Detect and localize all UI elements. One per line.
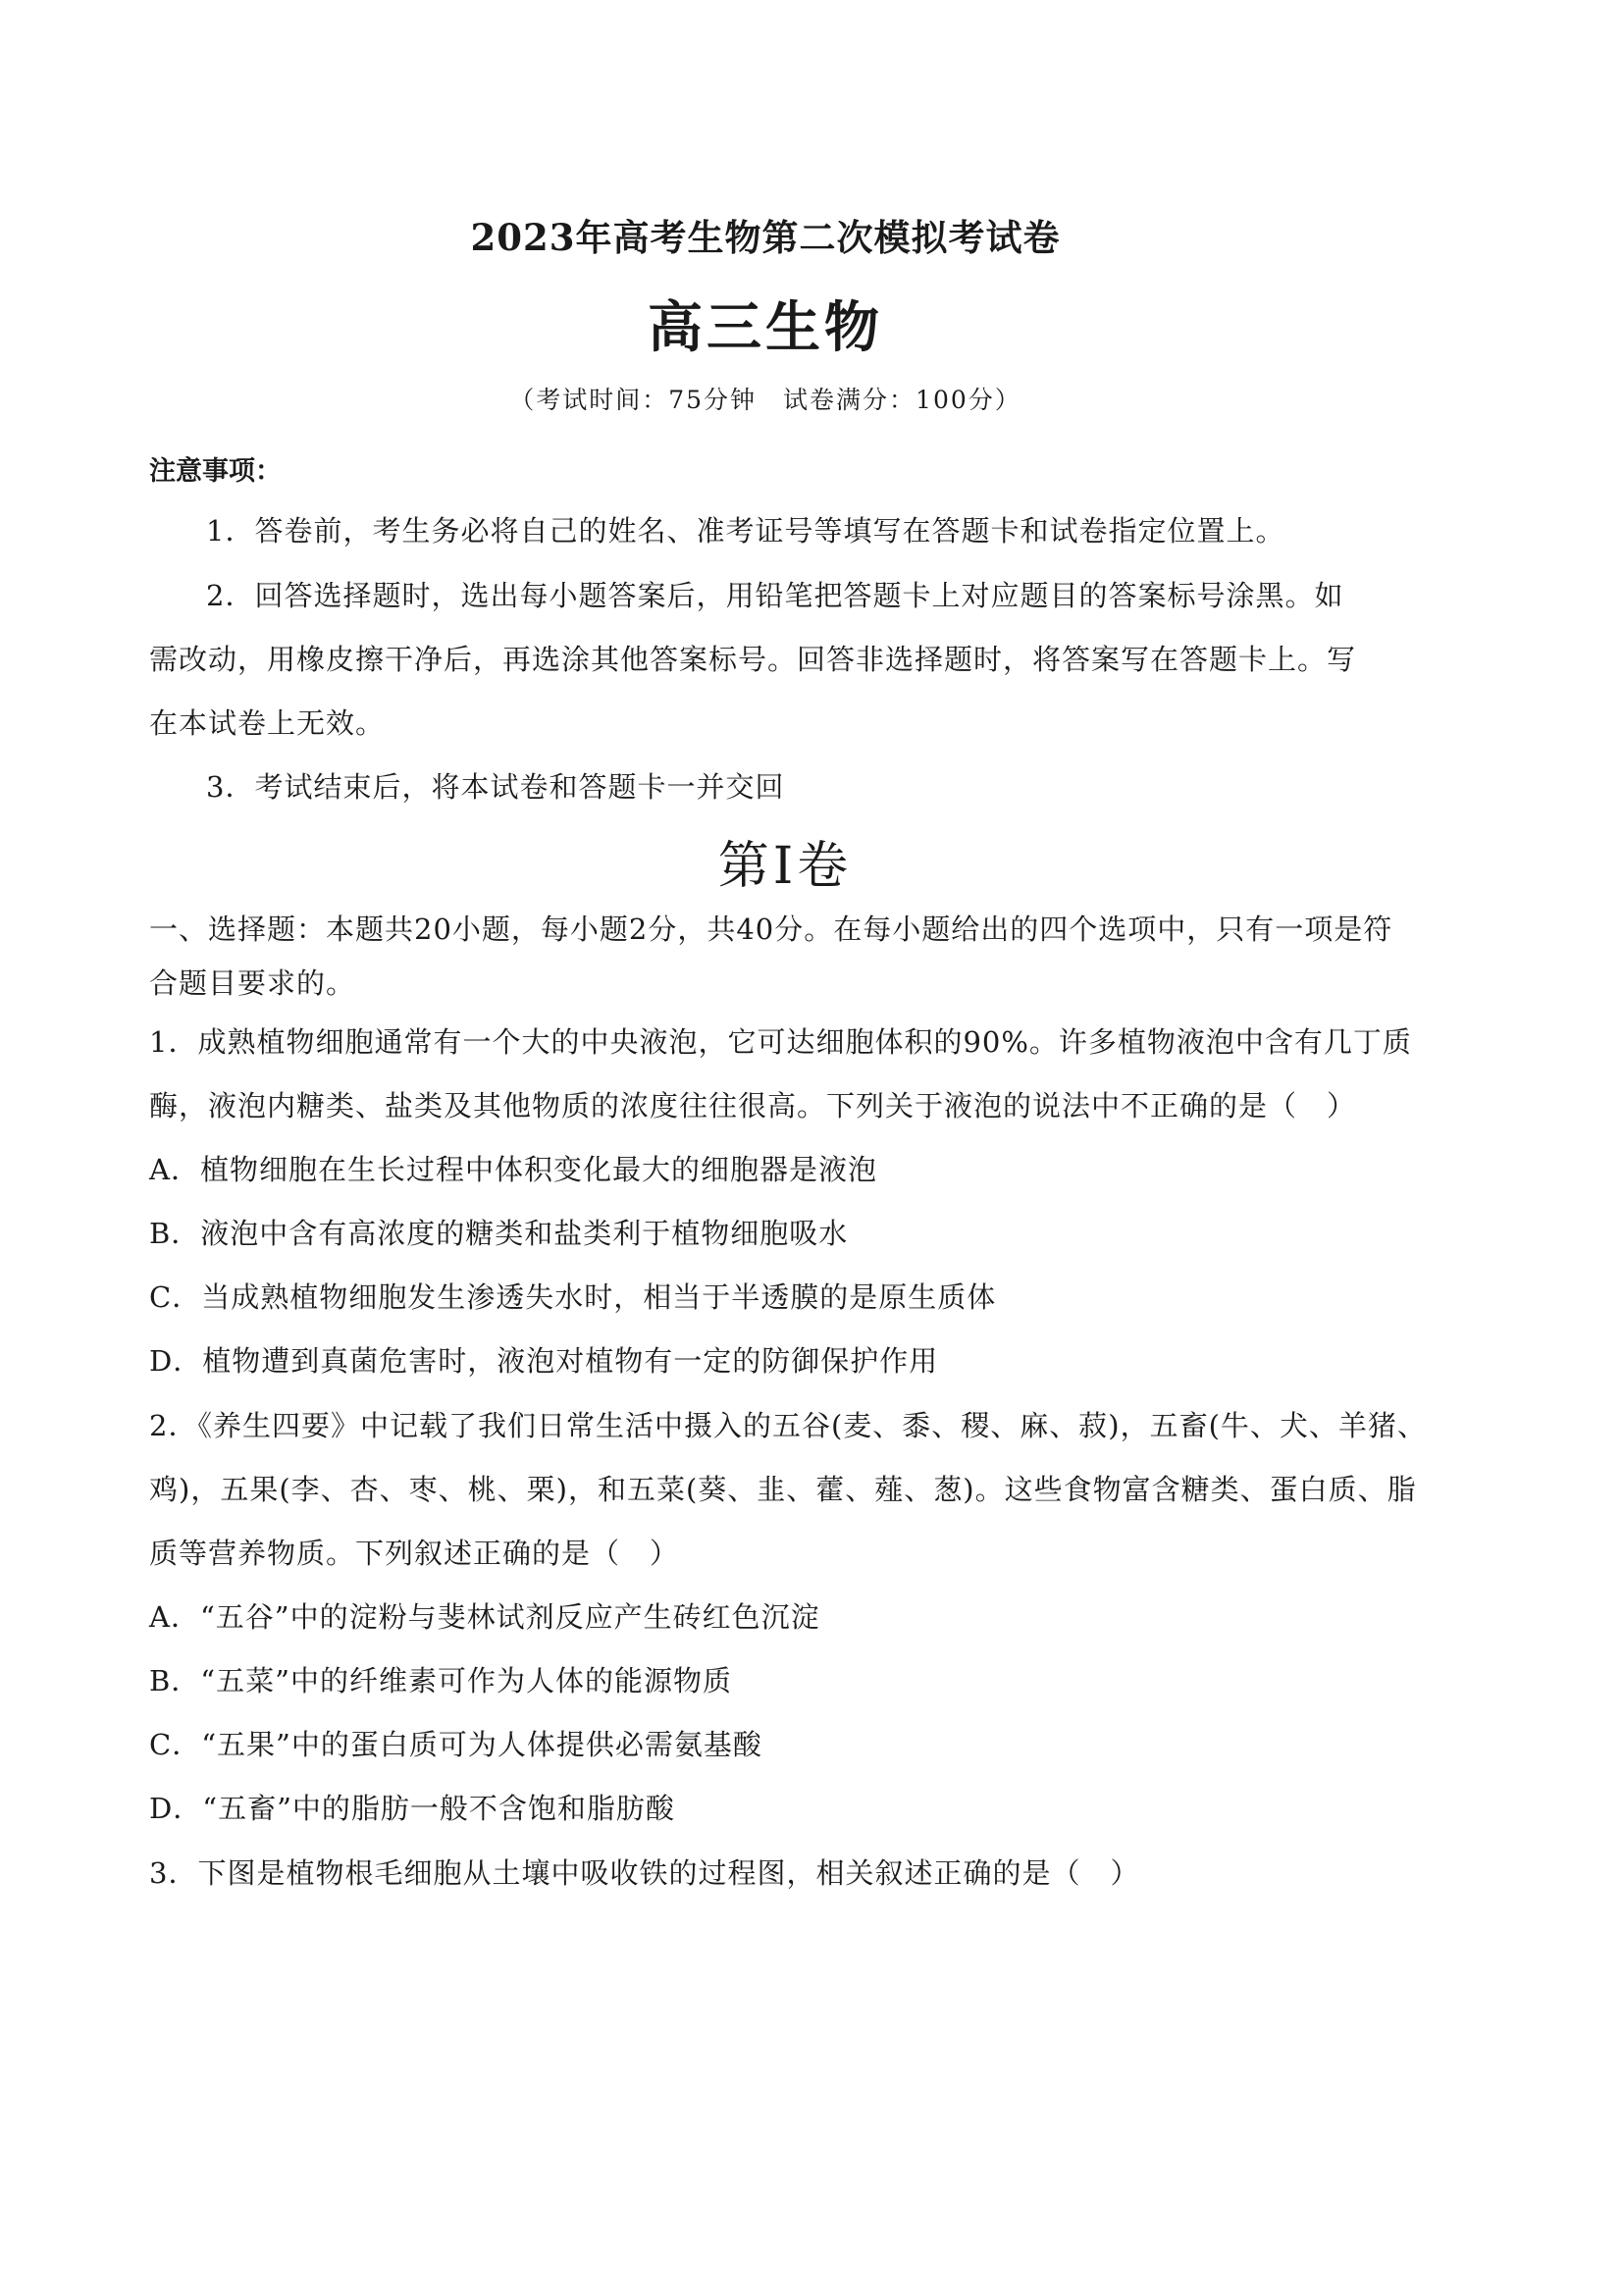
notice-item-3: 3．考试结束后，将本试卷和答题卡一并交回 bbox=[206, 770, 785, 804]
question-1-option-a: A．植物细胞在生长过程中体积变化最大的细胞器是液泡 bbox=[149, 1153, 877, 1186]
question-2-option-a: A．“五谷”中的淀粉与斐林试剂反应产生砖红色沉淀 bbox=[149, 1600, 820, 1634]
notice-item-1: 1．答卷前，考生务必将自己的姓名、准考证号等填写在答题卡和试卷指定位置上。 bbox=[206, 514, 1285, 548]
notice-item-2-line-1: 2．回答选择题时，选出每小题答案后，用铅笔把答题卡上对应题目的答案标号涂黑。如 bbox=[206, 579, 1344, 612]
question-3-stem-line-1: 3．下图是植物根毛细胞从土壤中吸收铁的过程图，相关叙述正确的是（ ） bbox=[149, 1856, 1140, 1890]
notice-heading: 注意事项： bbox=[149, 456, 282, 487]
exam-info: （考试时间：75分钟 试卷满分：100分） bbox=[509, 386, 1021, 414]
question-1-stem-line-2: 酶，液泡内糖类、盐类及其他物质的浓度往往很高。下列关于液泡的说法中不正确的是（ ） bbox=[149, 1089, 1357, 1122]
section-title: 第Ⅰ卷 bbox=[717, 837, 853, 896]
section-instruction-line-2: 合题目要求的。 bbox=[149, 966, 356, 1000]
question-1-option-b: B．液泡中含有高浓度的糖类和盐类利于植物细胞吸水 bbox=[149, 1217, 849, 1250]
question-1-option-c: C．当成熟植物细胞发生渗透失水时，相当于半透膜的是原生质体 bbox=[149, 1280, 997, 1314]
notice-item-2-line-2: 需改动，用橡皮擦干净后，再选涂其他答案标号。回答非选择题时，将答案写在答题卡上。写 bbox=[149, 643, 1357, 676]
question-2-stem-line-1: 2．《养生四要》中记载了我们日常生活中摄入的五谷(麦、黍、稷、麻、菽)，五畜(牛、犬、羊猪、 bbox=[149, 1409, 1427, 1442]
subject-title: 高三生物 bbox=[648, 295, 883, 360]
question-1-option-d: D．植物遭到真菌危害时，液泡对植物有一定的防御保护作用 bbox=[149, 1344, 939, 1378]
section-instruction-line-1: 一、选择题：本题共20小题，每小题2分，共40分。在每小题给出的四个选项中，只有一项是符 bbox=[149, 913, 1393, 946]
question-2-option-c: C．“五果”中的蛋白质可为人体提供必需氨基酸 bbox=[149, 1728, 762, 1761]
question-2-stem-line-3: 质等营养物质。下列叙述正确的是（ ） bbox=[149, 1537, 680, 1570]
notice-item-2-line-3: 在本试卷上无效。 bbox=[149, 706, 386, 740]
exam-title: 2023年高考生物第二次模拟考试卷 bbox=[470, 216, 1061, 259]
question-2-option-b: B．“五菜”中的纤维素可作为人体的能源物质 bbox=[149, 1664, 732, 1697]
question-1-stem-line-1: 1．成熟植物细胞通常有一个大的中央液泡，它可达细胞体积的90%。许多植物液泡中含有几丁质 bbox=[149, 1025, 1412, 1059]
question-2-stem-line-2: 鸡)，五果(李、杏、枣、桃、栗)，和五菜(葵、韭、藿、薤、葱)。这些食物富含糖类、蛋白质、脂 bbox=[149, 1473, 1417, 1506]
question-2-option-d: D．“五畜”中的脂肪一般不含饱和脂肪酸 bbox=[149, 1792, 675, 1825]
